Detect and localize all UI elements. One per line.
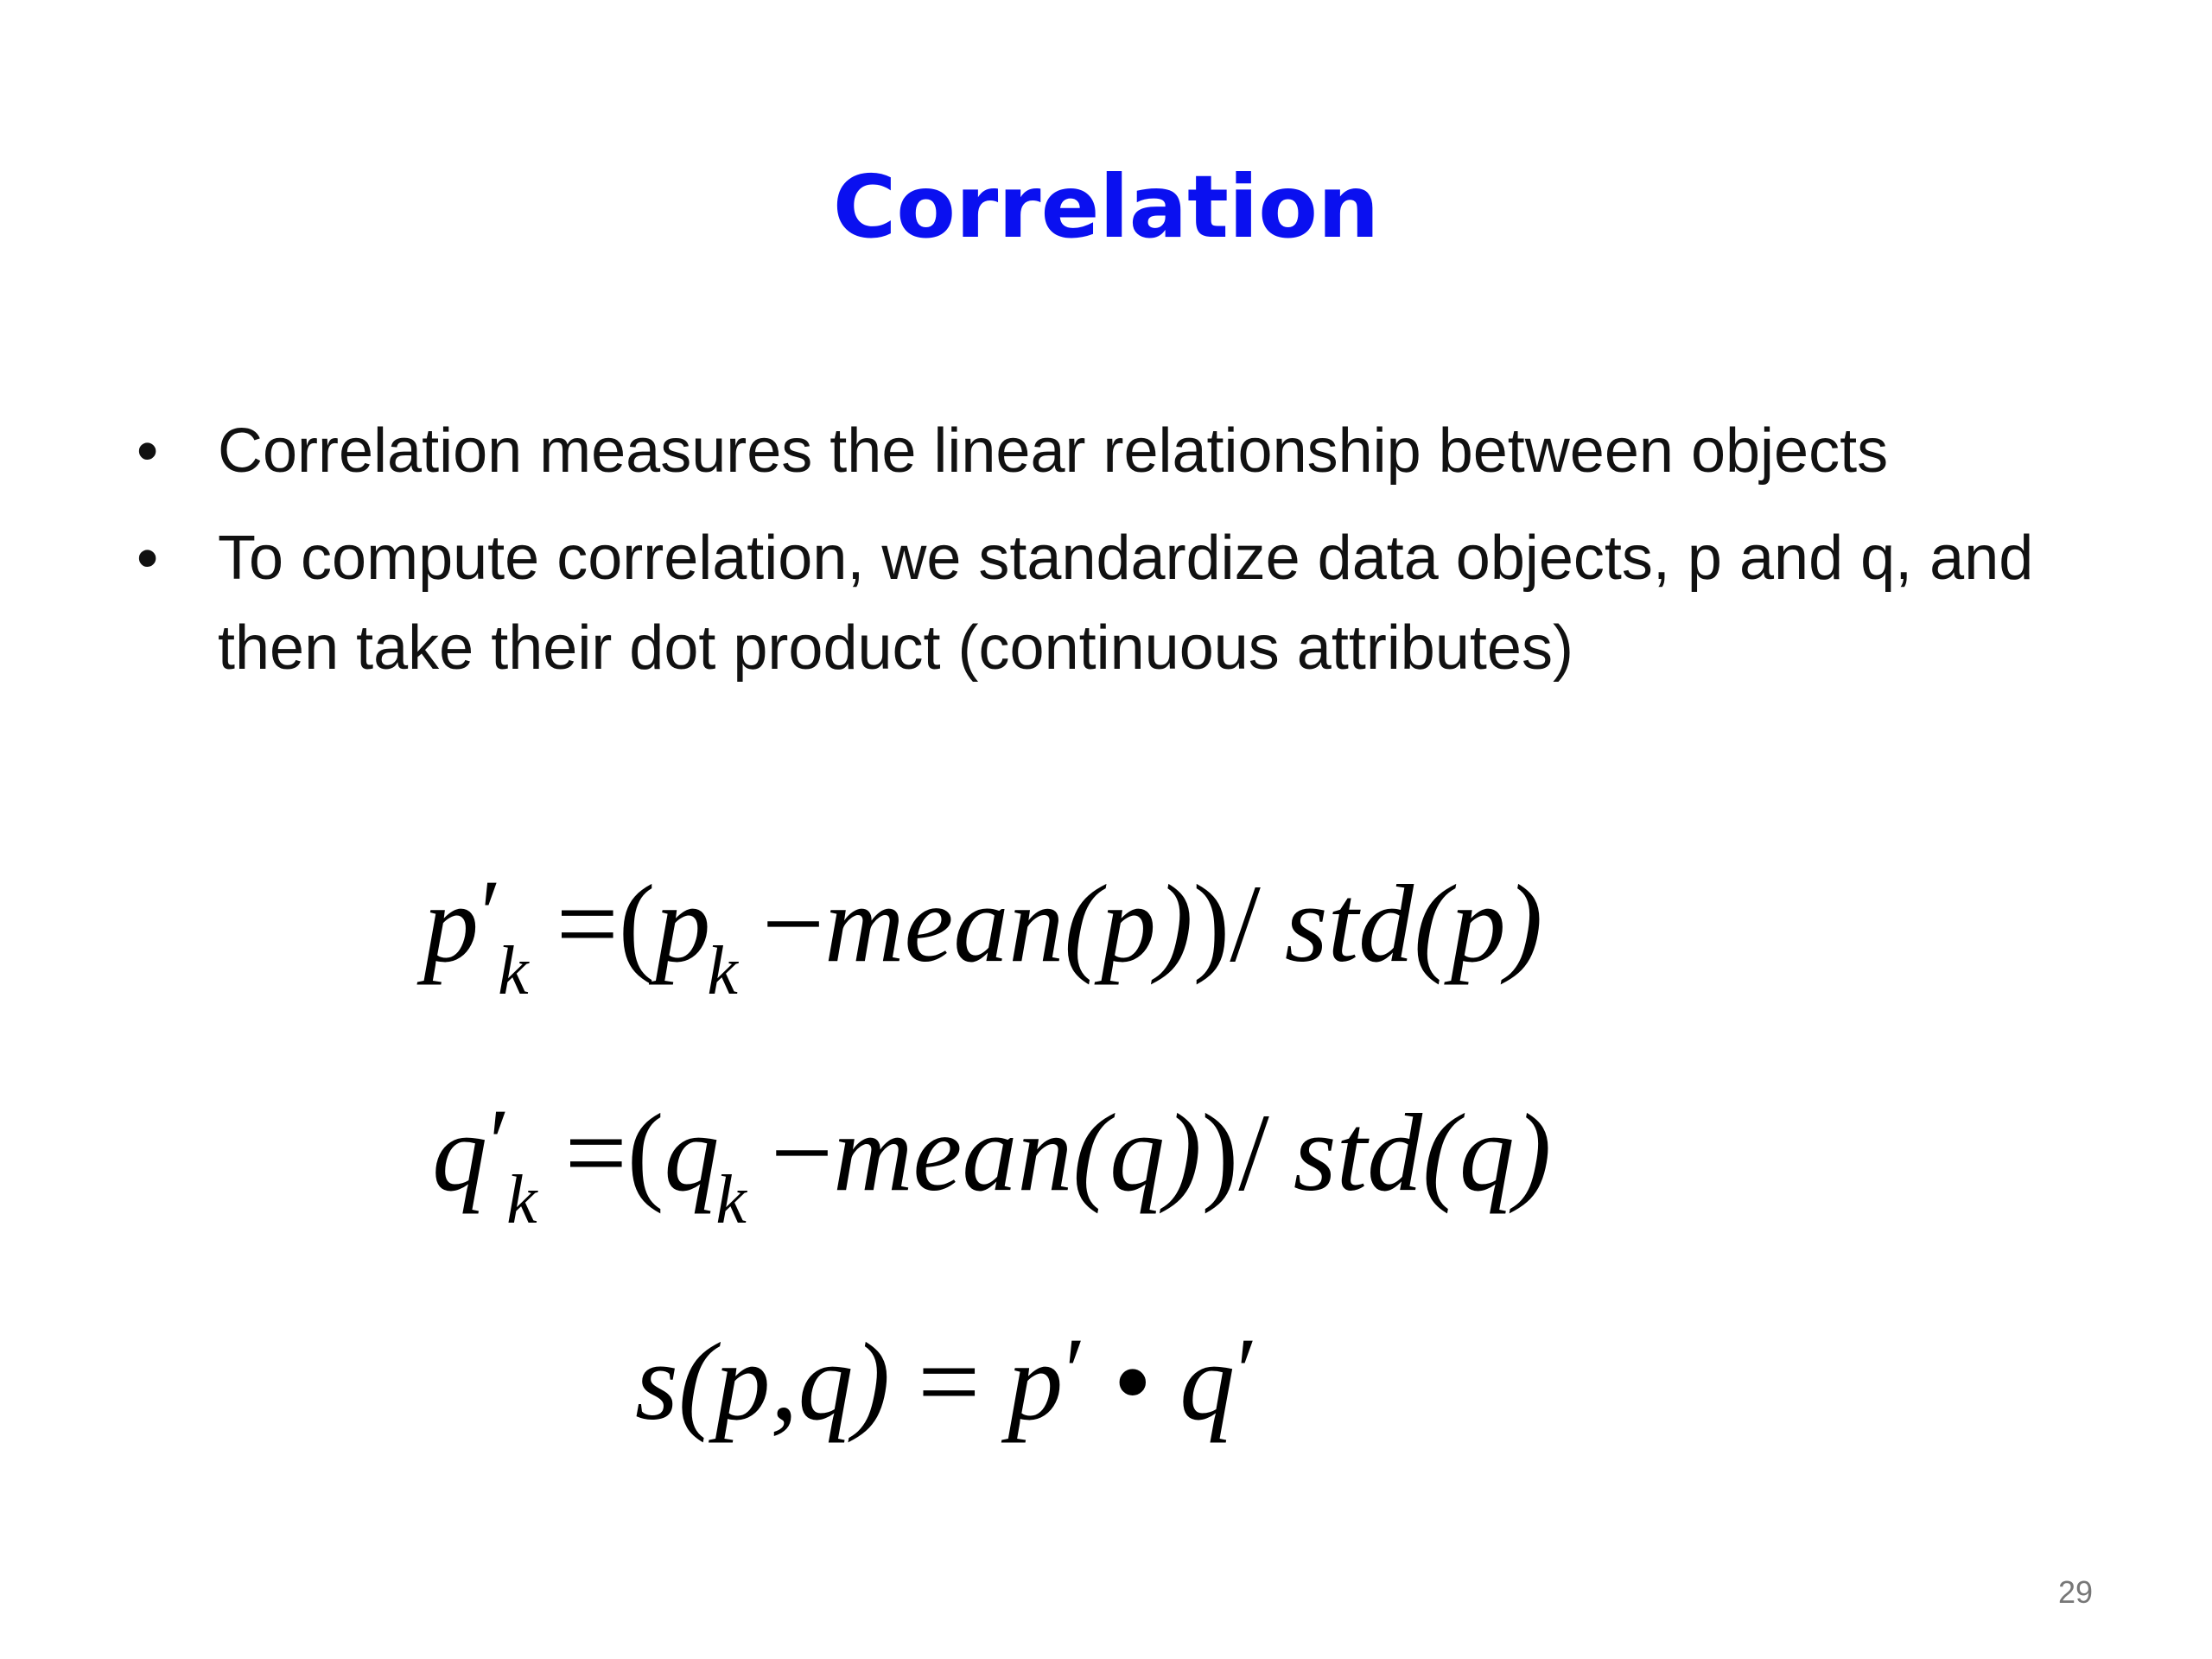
bullet-text: To compute correlation, we standardize data objects, p and q, and then take their dot product (continuous attributes) [218,524,2034,683]
formula-args: (p,q) [677,1320,891,1443]
formula-var: q [664,1091,720,1214]
formula-fn: s [635,1320,678,1443]
formula-equals: = [564,1091,627,1214]
bullet-marker: • [137,416,159,486]
page-number: 29 [2057,1574,2093,1610]
formula-minus: − [761,862,825,985]
formula-var-subscript: k [715,1162,747,1238]
formula-prime: ′ [489,1090,511,1195]
formula-close-divide: )/ [1192,862,1261,985]
bullet-item [130,406,2117,496]
formula-q-standardized [432,1090,1552,1238]
formula-p-standardized [423,861,1543,1009]
formula-mean-fn: mean [833,1091,1073,1214]
formula-equals: = [556,862,619,985]
formula-lhs-subscript: k [506,1162,537,1238]
formula-std-arg: (q) [1422,1091,1552,1214]
formula-right-prime: ′ [1236,1319,1258,1424]
formula-left: p [1007,1320,1064,1443]
formula-dot-operator: • [1113,1320,1153,1443]
formula-open-paren: ( [626,1091,664,1214]
formula-std-arg: (p) [1414,862,1543,985]
formula-correlation [635,1319,1258,1443]
formula-std-fn: std [1284,862,1414,985]
formula-equals: = [918,1320,981,1443]
formula-lhs-var: p [423,862,479,985]
formula-minus: − [770,1091,834,1214]
formula-std-fn: std [1293,1091,1423,1214]
formula-mean-arg: (q) [1072,1091,1202,1214]
formula-close-divide: )/ [1201,1091,1269,1214]
slide-title: Correlation [832,156,1380,257]
bullet-list [130,406,2117,710]
formula-lhs-subscript: k [498,933,529,1009]
formula-mean-arg: (p) [1064,862,1193,985]
formula-right: q [1179,1320,1236,1443]
bullet-item [130,513,2117,693]
formula-var-subscript: k [707,933,738,1009]
formula-var: p [655,862,711,985]
formula-open-paren: ( [618,862,656,985]
formula-lhs-var: q [432,1091,487,1214]
bullet-text: Correlation measures the linear relationship between objects [218,416,1889,486]
formula-prime: ′ [480,861,502,966]
formula-left-prime: ′ [1065,1319,1086,1424]
bullet-marker: • [137,524,159,593]
formula-mean-fn: mean [824,862,1065,985]
